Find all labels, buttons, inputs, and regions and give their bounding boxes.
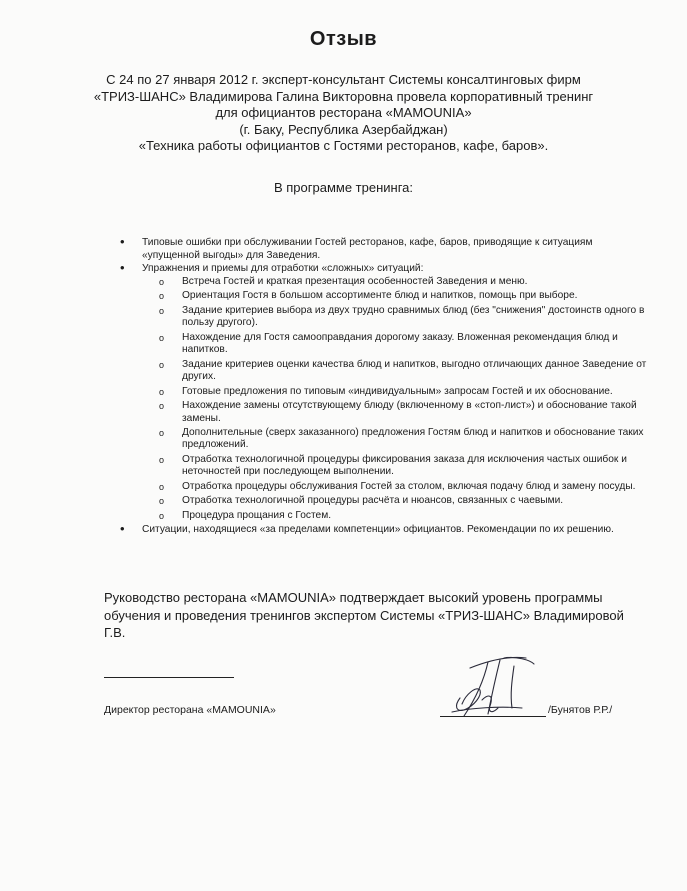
sub-item: o Дополнительные (сверх заказанного) предложения Гостям блюд и напитков и обоснование таких предложений. [142,427,652,452]
sub-item: o Отработка процедуры обслуживания Гостей за столом, включая подачу блюд и замену посуды. [142,481,652,494]
sub-item: o Задание критериев оценки качества блюд и напитков, выгодно отличающих данное Заведение от других. [142,359,652,384]
sub-item: o Отработка технологичной процедуры расчёта и нюансов, связанных с чаевыми. [142,495,652,508]
exercise-sublist [142,276,648,522]
director-label: Директор ресторана «MAMOUNIA» [104,704,276,716]
handwritten-signature [430,650,550,722]
program-bullet [118,524,648,537]
signee-signature-line [440,716,546,717]
bullet-text: Типовые ошибки при обслуживании Гостей ресторанов, кафе, баров, приводящие к ситуациям «упущенной выгоды» для Заведения. [142,237,593,261]
program-bullet [118,263,648,522]
program-heading: В программе тренинга: [273,180,414,195]
confirmation-paragraph: Руководство ресторана «MAMOUNIA» подтверждает высокий уровень программы обучения и проведения тренингов экспертом Системы «ТРИЗ-ШАНС» Владимировой Г.В. [104,590,624,640]
sub-item: o Ориентация Гостя в большом ассортименте блюд и напитков, помощь при выборе. [142,290,652,303]
bullet-text: Упражнения и приемы для отработки «сложных» ситуаций: [142,263,424,275]
intro-line: «ТРИЗ-ШАНС» Владимирова Галина Викторовна провела корпоративный тренинг [93,88,594,104]
program-list [118,237,648,538]
intro-line: «Техника работы официантов с Гостями ресторанов, кафе, баров». [138,138,549,153]
sub-item: o Нахождение для Гостя самооправдания дорогому заказу. Вложенная рекомендация блюд и напитков. [142,332,652,357]
bullet-text: Ситуации, находящиеся «за пределами компетенции» официантов. Рекомендации по их решению. [142,524,614,536]
sub-item: o Нахождение замены отсутствующему блюду (включенному в «стоп-лист») и обоснование такой замены. [142,400,652,425]
director-signature-line [104,677,234,678]
signee-name: /Бунятов Р.Р./ [548,704,613,716]
program-bullet [118,237,648,262]
sub-item: o Процедура прощания с Гостем. [142,510,652,523]
sub-item: o Отработка технологичной процедуры фиксирования заказа для исключения частых ошибок и неточностей при последующем выполнении. [142,454,652,479]
intro-line: (г. Баку, Республика Азербайджан) [239,121,448,137]
sub-item: o Встреча Гостей и краткая презентация особенностей Заведения и меню. [142,276,652,289]
document-title: Отзыв [309,28,378,50]
intro-line: для официантов ресторана «MAMOUNIA» [215,105,472,120]
intro-line: С 24 по 27 января 2012 г. эксперт-консультант Системы консалтинговых фирм [106,72,581,87]
sub-item: o Готовые предложения по типовым «индивидуальным» запросам Гостей и их обоснование. [142,386,652,399]
intro-paragraph [20,72,667,155]
sub-item: o Задание критериев выбора из двух трудно сравнимых блюд (без "снижения" достоинств одного в пользу другого). [142,305,652,330]
